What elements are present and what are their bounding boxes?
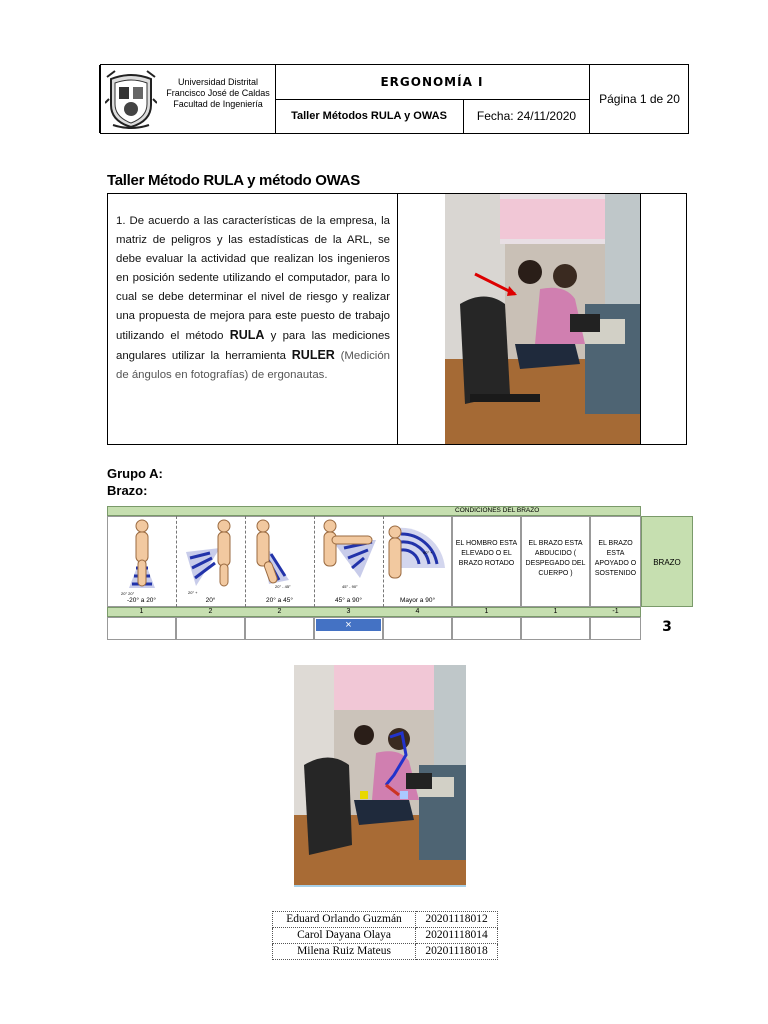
arm-extension-posture-icon	[180, 518, 242, 596]
page-number: Página 1 de 20	[599, 92, 680, 106]
select-cell-2[interactable]	[176, 617, 245, 640]
workshop-title: Taller Métodos RULA y OWAS	[275, 100, 464, 133]
score-2: 2	[208, 608, 213, 615]
select-cell-4[interactable]	[314, 617, 383, 640]
sep-3	[314, 516, 315, 607]
select-cell-3[interactable]	[245, 617, 314, 640]
table-row	[273, 912, 498, 928]
score-1: 1	[139, 608, 144, 615]
course-cell	[275, 65, 590, 133]
table-row	[273, 944, 498, 960]
inner-label-2: 20° +	[188, 590, 198, 595]
students-table	[272, 911, 498, 960]
condition-arm-supported: EL BRAZO ESTA APOYADO O SOSTENIDO	[590, 516, 641, 607]
question-text	[116, 212, 390, 385]
question-part-1: 1. De acuerdo a las características de la empresa, la matriz de peligros y las estadísticas de la ARL, se debe evaluar la actividad que realizan los ingenieros en posición sedente utilizando el computador, para lo cual se debe determinar el nivel de riesgo y realizar una propuesta de mejora para este puesto de trabajo utilizando el método	[116, 215, 390, 342]
institution-cell	[101, 65, 276, 133]
select-cell-5[interactable]	[383, 617, 452, 640]
angle-label-5: Mayor a 90°	[399, 597, 436, 604]
angle-label-1: -20° a 20°	[126, 597, 157, 604]
score-3: 2	[277, 608, 282, 615]
arm-flexion-20-45-icon	[249, 518, 311, 596]
ruler-keyword: RULER	[291, 348, 335, 362]
student-name: Milena Ruiz Mateus	[273, 944, 416, 960]
document-header	[100, 64, 689, 134]
angle-label-2: 20°	[205, 597, 216, 604]
score-5: 4	[415, 608, 420, 615]
course-title: ERGONOMÍA I	[275, 65, 589, 100]
inner-label-4: 45° - 90°	[342, 584, 358, 589]
date-label: Fecha: 24/11/2020	[476, 109, 577, 123]
student-code: 20201118018	[416, 944, 498, 960]
student-name: Eduard Orlando Guzmán	[273, 912, 416, 928]
arm-score-header: BRAZO	[641, 516, 693, 607]
condition-score-2: 1	[553, 608, 558, 615]
sep-2	[245, 516, 246, 607]
condition-arm-abducted: EL BRAZO ESTA ABDUCIDO ( DESPEGADO DEL CUERPO )	[521, 516, 590, 607]
conditions-header: CONDICIONES DEL BRAZO	[455, 507, 540, 514]
arm-score-value: 3	[662, 619, 672, 635]
question-box	[107, 193, 687, 445]
condition-score-1: 1	[484, 608, 489, 615]
student-code: 20201118014	[416, 928, 498, 944]
selected-mark[interactable]: ×	[316, 619, 381, 631]
inner-label-3: 20° - 45°	[275, 584, 291, 589]
faculty-name: Facultad de Ingeniería	[173, 99, 263, 109]
angle-label-3: 20° a 45°	[266, 597, 293, 604]
sep-1	[176, 516, 177, 607]
student-name: Carol Dayana Olaya	[273, 928, 416, 944]
score-4: 3	[346, 608, 351, 615]
posture-analysis-photo	[294, 665, 466, 887]
condition-shoulder-raised: EL HOMBRO ESTA ELEVADO O EL BRAZO ROTADO	[452, 516, 521, 607]
angle-label-4: 45° a 90°	[335, 597, 362, 604]
condition-select-3[interactable]	[590, 617, 641, 640]
inner-label-1: 20° 20°	[121, 591, 135, 596]
inner-label-5: 90° +	[423, 550, 433, 555]
university-name: Universidad Distrital Francisco José de Caldas	[166, 77, 270, 98]
condition-select-2[interactable]	[521, 617, 590, 640]
select-cell-1[interactable]	[107, 617, 176, 640]
arm-flexion-45-90-icon	[318, 518, 380, 596]
group-heading	[107, 465, 163, 499]
student-code: 20201118012	[416, 912, 498, 928]
column-divider	[397, 194, 398, 444]
university-crest-icon	[105, 69, 157, 129]
sep-4	[383, 516, 384, 607]
group-a-label: Grupo A:	[107, 466, 163, 481]
rula-keyword: RULA	[229, 328, 265, 342]
right-column-divider	[640, 194, 641, 444]
page-title: Taller Método RULA y método OWAS	[107, 172, 360, 189]
arm-raised-over-90-icon	[387, 518, 449, 596]
rula-arm-table	[107, 506, 693, 640]
condition-score-3: -1	[612, 608, 619, 615]
arm-neutral-posture-icon	[115, 518, 169, 596]
condition-select-1[interactable]	[452, 617, 521, 640]
question-part-3: (Medición de ángulos en fotografías) de ergonautas.	[116, 350, 390, 381]
university-name-block	[163, 77, 273, 110]
office-worker-photo	[445, 194, 640, 444]
question-part-2: y para las mediciones angulares utilizar la herramienta	[116, 330, 391, 362]
arm-label: Brazo:	[107, 483, 148, 498]
table-row	[273, 928, 498, 944]
